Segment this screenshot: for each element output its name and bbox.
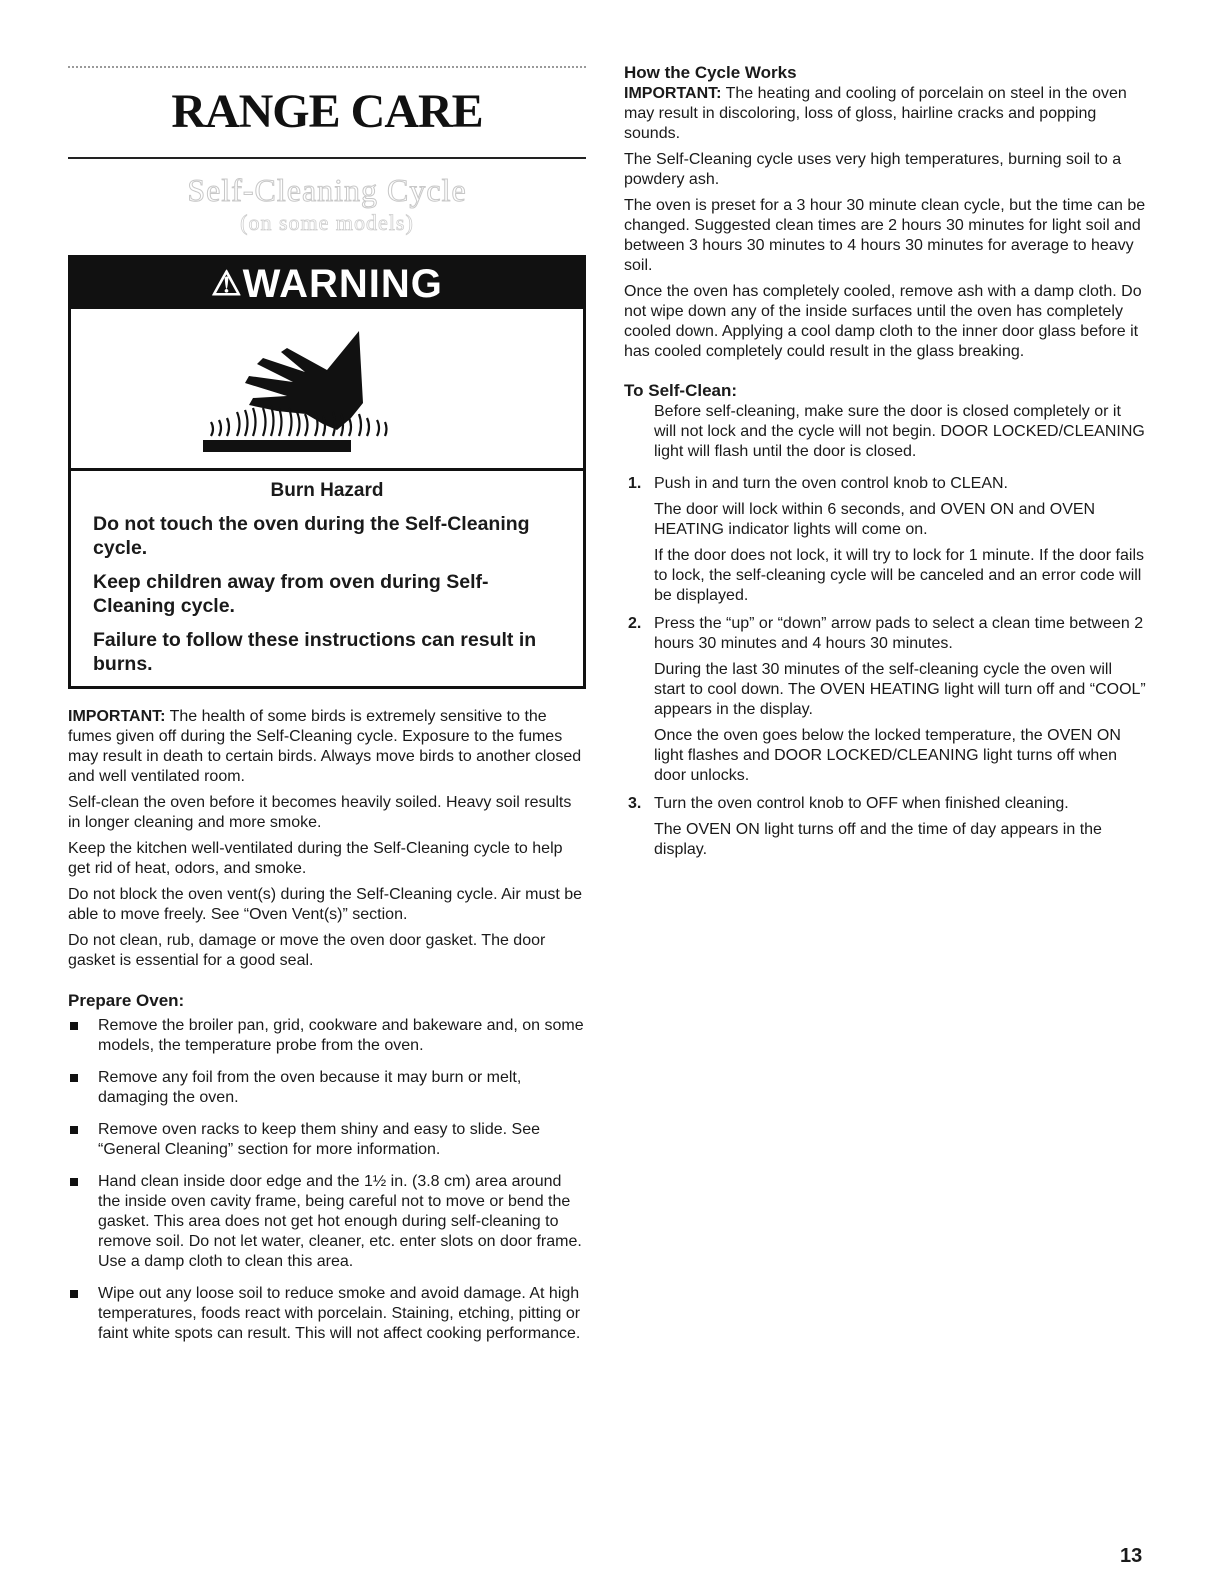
step-paragraph: The OVEN ON light turns off and the time of day appears in the display. [654,821,1102,858]
warning-divider [71,468,583,471]
list-item-text: Remove the broiler pan, grid, cookware and bakeware and, on some models, the temperature probe from the oven. [98,1017,584,1054]
section-title: Self-Cleaning Cycle [187,172,467,208]
important-paragraph [624,84,1146,144]
body-paragraph: Do not block the oven vent(s) during the Self-Cleaning cycle. Air must be able to move freely. See “Oven Vent(s)” section. [68,886,583,923]
bullet-icon [70,1178,78,1186]
prepare-oven-list [68,1016,586,1344]
self-clean-intro: Before self-cleaning, make sure the door is closed completely or it will not lock and the cycle will not begin. DOOR LOCKED/CLEANING light will flash until the door is closed. [654,403,1145,460]
burn-hazard-icon [191,318,471,478]
body-paragraph: Keep the kitchen well-ventilated during the Self-Cleaning cycle to help get rid of heat, odors, and smoke. [68,840,563,877]
step-item [624,474,1146,606]
list-item [68,1284,586,1344]
list-item-text: Remove any foil from the oven because it may burn or melt, damaging the oven. [98,1069,522,1106]
bullet-icon [70,1126,78,1134]
body-paragraph: The oven is preset for a 3 hour 30 minute clean cycle, but the time can be changed. Suggested clean times are 2 hours 30 minutes for light soil and between 3 hours 30 minutes to 4 hours 30 minutes for average to heavy soil. [624,197,1146,274]
body-paragraph: Once the oven has completely cooled, remove ash with a damp cloth. Do not wipe down any of the inside surfaces until the oven has completely cooled down. Applying a cool damp cloth to the inner door glass before it has cooled completely could result in the glass breaking. [624,283,1142,360]
bullet-icon [70,1290,78,1298]
list-item [68,1172,586,1272]
step-paragraph: The door will lock within 6 seconds, and OVEN ON and OVEN HEATING indicator lights will come on. [654,501,1096,538]
warning-line: Do not touch the oven during the Self-Cleaning cycle. [93,513,530,559]
hazard-name: Burn Hazard [270,480,384,501]
step-paragraph: Once the oven goes below the locked temperature, the OVEN ON light flashes and DOOR LOCKED/CLEANING light turns off when door unlocks. [654,727,1121,784]
left-body [68,707,586,977]
prepare-oven-heading: Prepare Oven: [68,991,185,1010]
body-paragraph: Do not clean, rub, damage or move the oven door gasket. The door gasket is essential for a good seal. [68,932,546,969]
warning-header [71,258,583,309]
page-number: 13 [1120,1545,1143,1567]
warning-line: Keep children away from oven during Self-Cleaning cycle. [93,571,489,617]
step-paragraph: Turn the oven control knob to OFF when finished cleaning. [654,795,1069,812]
warning-triangle-icon: ⚠ [211,265,243,303]
list-item-text: Hand clean inside door edge and the 1½ in. (3.8 cm) area around the inside oven cavity frame, being careful not to move or bend the gasket. This area does not get hot enough during self-cleaning to remove soil. Do not let water, cleaner, etc. enter slots on door frame. Use a damp cloth to clean this area. [98,1173,582,1270]
how-cycle-works-heading: How the Cycle Works [624,63,797,82]
important-text: The heating and cooling of porcelain on steel in the oven may result in discoloring, loss of gloss, hairline cracks and popping sounds. [624,85,1127,142]
body-paragraph: Self-clean the oven before it becomes heavily soiled. Heavy soil results in longer cleaning and more smoke. [68,794,572,831]
page-title: RANGE CARE [171,85,483,138]
list-item [68,1068,586,1108]
list-item [68,1016,586,1056]
step-paragraph: Push in and turn the oven control knob to CLEAN. [654,475,1008,492]
top-dotted-rule [68,66,586,68]
title-rule [68,157,586,159]
self-clean-steps [624,474,1146,860]
warning-box [68,255,586,689]
important-label: IMPORTANT: [624,85,722,102]
step-item [624,794,1146,860]
list-item-text: Remove oven racks to keep them shiny and easy to slide. See “General Cleaning” section for more information. [98,1121,541,1158]
list-item-text: Wipe out any loose soil to reduce smoke and avoid damage. At high temperatures, foods react with porcelain. Staining, etching, pitting or faint white spots can result. This will not affect cooking performance. [98,1285,581,1342]
step-paragraph: If the door does not lock, it will try to lock for 1 minute. If the door fails to lock, the self-cleaning cycle will be canceled and an error code will be displayed. [654,547,1144,604]
warning-label: WARNING [242,262,443,306]
important-text: The health of some birds is extremely sensitive to the fumes given off during the Self-Cleaning cycle. Exposure to the fumes may result in death to certain birds. Always move birds to another closed and well ventilated room. [68,708,582,785]
step-number: 3. [628,795,642,812]
list-item [68,1120,586,1160]
step-paragraph: Press the “up” or “down” arrow pads to select a clean time between 2 hours 30 minutes and 4 hours 30 minutes. [654,615,1144,652]
bullet-icon [70,1022,78,1030]
prepare-oven-section [68,990,586,1356]
step-item [624,614,1146,786]
bullet-icon [70,1074,78,1082]
step-number: 2. [628,615,642,632]
step-paragraph: During the last 30 minutes of the self-cleaning cycle the oven will start to cool down. The OVEN HEATING light will turn off and “COOL” appears in the display. [654,661,1146,718]
self-clean-heading: To Self-Clean: [624,381,738,400]
important-label: IMPORTANT: [68,708,166,725]
right-column [624,62,1146,866]
important-paragraph [68,707,586,787]
warning-line: Failure to follow these instructions can result in burns. [93,629,537,675]
body-paragraph: The Self-Cleaning cycle uses very high temperatures, burning soil to a powdery ash. [624,151,1122,188]
section-subtitle: (on some models) [240,210,414,235]
step-number: 1. [628,475,642,492]
